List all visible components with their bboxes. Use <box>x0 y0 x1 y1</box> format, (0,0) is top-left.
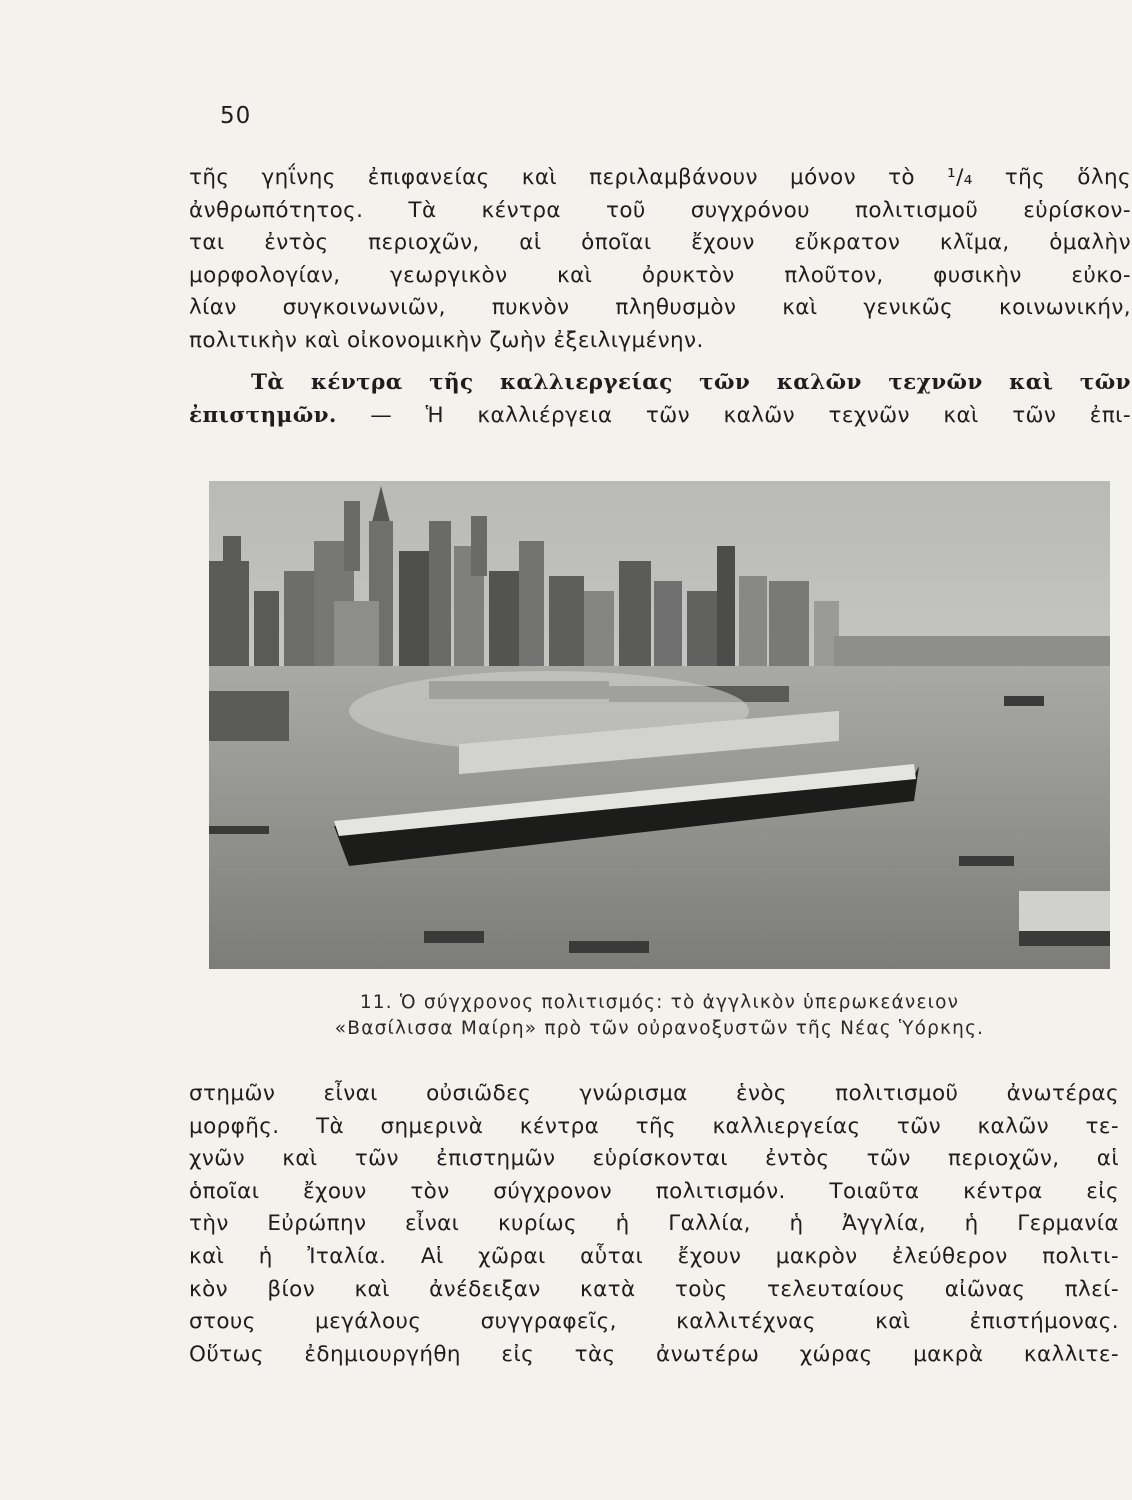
caption-line: «Βασίλισσα Μαίρη» πρὸ τῶν οὐρανοξυστῶν τῆς Νέας Ὑόρκης. <box>334 1018 985 1039</box>
figure-photo-ship-skyline <box>209 481 1110 969</box>
text-line: τὴν Εὐρώπην εἶναι κυρίως ἡ Γαλλία, ἡ Ἀγγλία, ἡ Γερμανία <box>189 1211 1119 1237</box>
text-line: στους μεγάλους συγγραφεῖς, καλλιτέχνας καὶ ἐπιστήμονας. <box>189 1309 1119 1335</box>
text-line: καὶ ἡ Ἰταλία. Αἱ χῶραι αὗται ἔχουν μακρὸν ἐλεύθερον πολιτι- <box>189 1243 1119 1269</box>
caption-line: 11. Ὁ σύγχρονος πολιτισμός: τὸ ἀγγλικὸν ὑπερωκεάνειον <box>359 992 960 1013</box>
section-heading-end: ἐπιστημῶν. <box>189 402 337 428</box>
text-line: μορφῆς. Τὰ σημερινὰ κέντρα τῆς καλλιεργείας τῶν καλῶν τε- <box>189 1113 1119 1139</box>
text-line: μορφολογίαν, γεωργικὸν καὶ ὀρυκτὸν πλοῦτον, φυσικὴν εὐκο- <box>189 262 1131 288</box>
text-line: ὁποῖαι ἔχουν τὸν σύγχρονον πολιτισμόν. Τοιαῦτα κέντρα εἰς <box>189 1178 1119 1204</box>
text-line: Οὕτως ἐδημιουργήθη εἰς τὰς ἀνωτέρω χώρας μακρὰ καλλιτε- <box>189 1341 1119 1367</box>
figure-caption <box>209 990 1110 1042</box>
paragraph-1 <box>189 162 1131 358</box>
text-line: ἀνθρωπότητος. Τὰ κέντρα τοῦ συγχρόνου πολιτισμοῦ εὑρίσκον- <box>189 197 1131 223</box>
page-number: 50 <box>220 103 252 129</box>
text-line: κὸν βίον καὶ ἀνέδειξαν κατὰ τοὺς τελευταίους αἰῶνας πλεί- <box>189 1276 1119 1302</box>
paragraph-2 <box>189 367 1131 432</box>
text-line: ται ἐντὸς περιοχῶν, αἱ ὁποῖαι ἔχουν εὔκρατον κλῖμα, ὁμαλὴν <box>189 230 1131 256</box>
text-line: χνῶν καὶ τῶν ἐπιστημῶν εὑρίσκονται ἐντὸς τῶν περιοχῶν, αἱ <box>189 1146 1119 1172</box>
paragraph-3 <box>189 1078 1119 1371</box>
far-shore <box>834 636 1110 666</box>
text-line <box>189 400 1131 433</box>
section-heading: Τὰ κέντρα τῆς καλλιεργείας τῶν καλῶν τεχνῶν καὶ τῶν <box>251 370 1131 395</box>
text-line: λίαν συγκοινωνιῶν, πυκνὸν πληθυσμὸν καὶ γενικῶς κοινωνικήν, <box>189 295 1131 321</box>
text-line: τῆς γηΐνης ἐπιφανείας καὶ περιλαμβάνουν μόνον τὸ ¹/₄ τῆς ὅλης <box>189 165 1131 190</box>
text-line: πολιτικὴν καὶ οἰκονομικὴν ζωὴν ἐξειλιγμένην. <box>189 327 704 353</box>
photo-illustration <box>209 481 1110 969</box>
text-line: στημῶν εἶναι οὐσιῶδες γνώρισμα ἑνὸς πολιτισμοῦ ἀνωτέρας <box>189 1081 1119 1106</box>
text-line-rest: — Ἡ καλλιέργεια τῶν καλῶν τεχνῶν καὶ τῶν ἐπι- <box>370 402 1131 428</box>
